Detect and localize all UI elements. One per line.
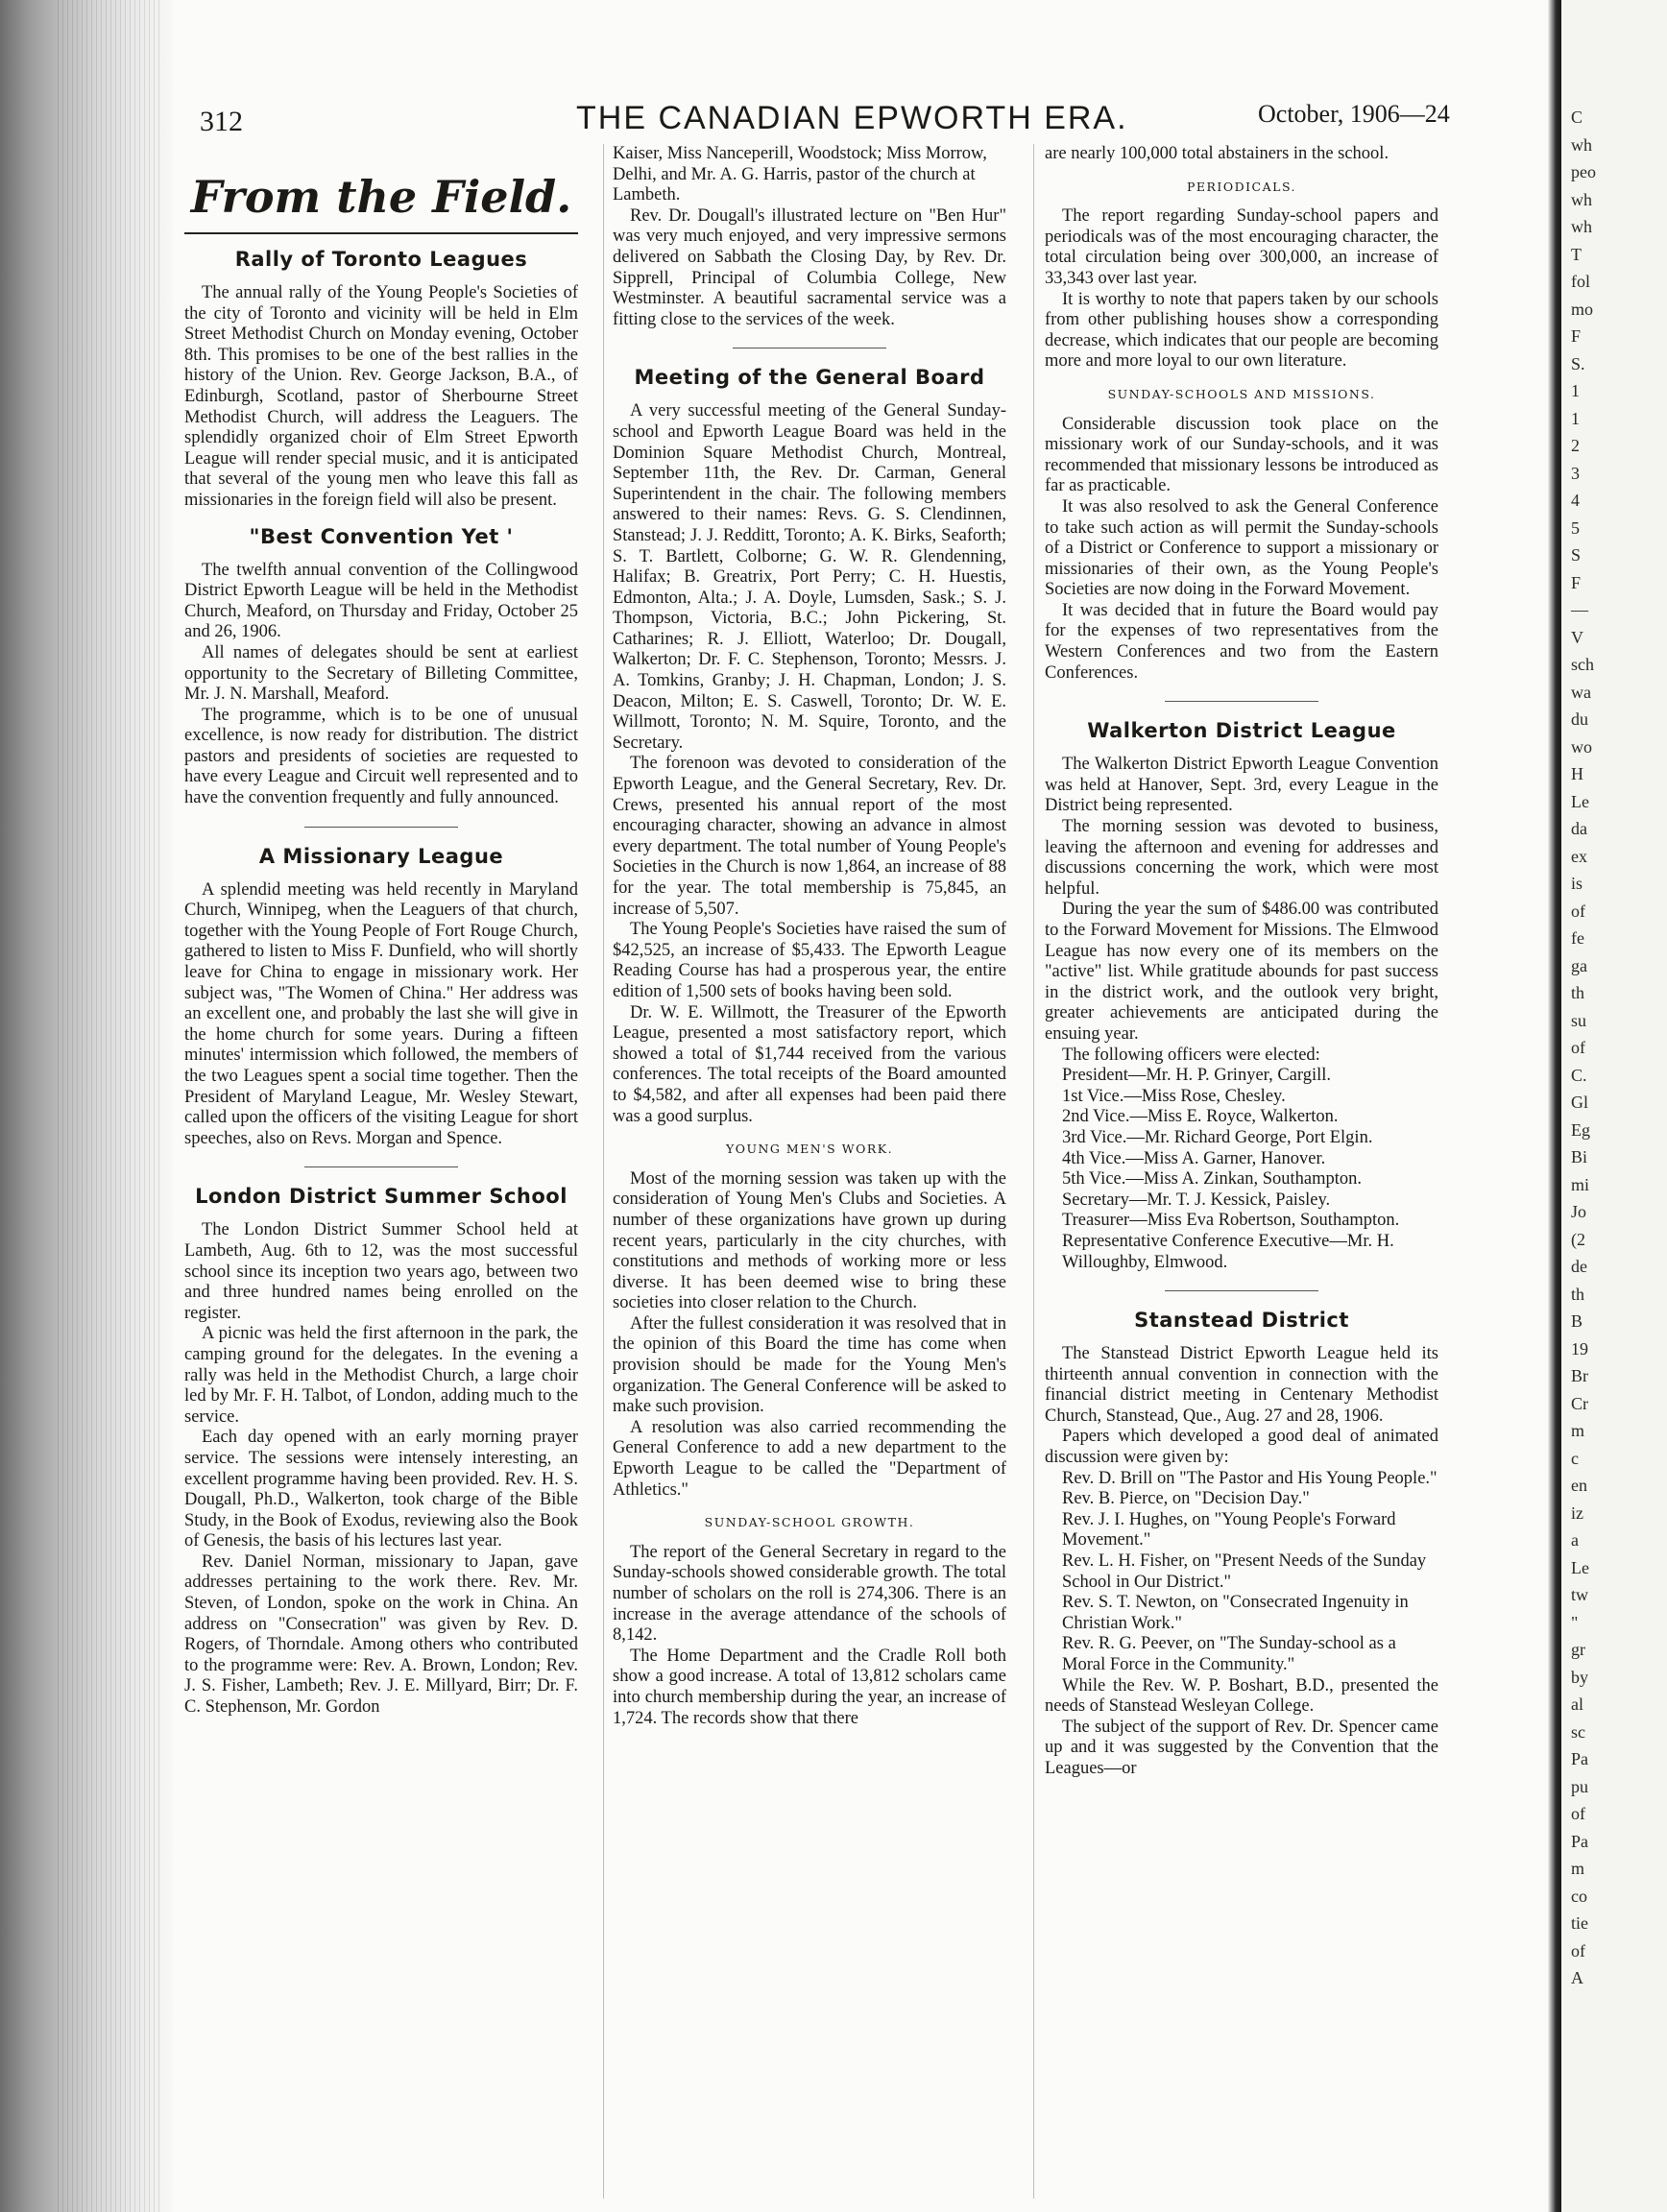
- facing-page-text-fragment: Le: [1571, 1557, 1589, 1577]
- article-paragraph: The forenoon was devoted to consideration of the Epworth League, and the General Secretary, Rev. Dr. Crews, presented his annual report of the most encouraging character, showing an advance in almost every department. The total number of Young People's Societies in the Church is now 1,864, an increase of 88 for the year. The total membership is 75,845, an increase of 5,507.: [613, 754, 1006, 919]
- facing-page-text-fragment: sch: [1571, 655, 1594, 674]
- facing-page-text-fragment: C: [1571, 108, 1583, 127]
- facing-page-text-fragment: T: [1571, 244, 1582, 264]
- facing-page-text-fragment: de: [1571, 1257, 1587, 1276]
- article-heading: Rally of Toronto Leagues: [234, 248, 528, 271]
- facing-page-text-fragment: wh: [1571, 134, 1592, 155]
- facing-page-text-fragment: —: [1571, 600, 1588, 619]
- paper-entry: Rev. S. T. Newton, on "Consecrated Ingenuity in Christian Work.": [1062, 1593, 1409, 1633]
- facing-page-text-fragment: fol: [1571, 272, 1590, 291]
- facing-page-text-fragment: peo: [1571, 162, 1596, 181]
- article-paragraph: A splendid meeting was held recently in Maryland Church, Winnipeg, when the Leaguers of that church, together with the Young People of Fort Rouge Church, gathered to listen to Miss F. Dunfield, who will shortly leave for China to engage in missionary work. Her subject was, "The Women of China." Her address was an excellent one, and probably the last she will give in the home church for some years. During a fifteen minutes' intermission which followed, the members of the two Leagues spent a social time together. Then the President of Maryland League, Mr. Wesley Stewart, called upon the officers of the visiting League for short speeches, also on Revs. Morgan and Spence.: [184, 879, 578, 1148]
- column-1: [184, 144, 578, 2189]
- journal-title: THE CANADIAN EPWORTH ERA.: [576, 100, 1128, 136]
- article-paragraph: Considerable discussion took place on the missionary work of our Sunday-schools, and it was recommended that missionary lessons be introduced as far as practicable.: [1045, 414, 1438, 496]
- facing-page-text-fragment: a: [1571, 1530, 1579, 1550]
- facing-page-text-fragment: V: [1571, 627, 1583, 647]
- subsection-title: YOUNG MEN'S WORK.: [725, 1142, 894, 1157]
- facing-page-text-fragment: da: [1571, 819, 1587, 838]
- facing-page-text-fragment: ex: [1571, 846, 1587, 866]
- facing-page-text-fragment: ga: [1571, 955, 1587, 975]
- article-paragraph: It was also resolved to ask the General Conference to take such action as will permit the Sunday-schools of a District or Conference to support a missionary or missionaries of their own, as the Young People's Societies are now doing in the Forward Movement.: [1045, 496, 1438, 600]
- article-separator: [1165, 1290, 1318, 1291]
- paper-entry: Rev. B. Pierce, on "Decision Day.": [1062, 1489, 1310, 1509]
- facing-page-text-fragment: c: [1571, 1448, 1579, 1468]
- facing-page-text-fragment: wa: [1571, 682, 1591, 702]
- article-heading: "Best Convention Yet ': [249, 524, 514, 548]
- facing-page-text-fragment: mi: [1571, 1174, 1590, 1194]
- article-paragraph: Papers which developed a good deal of animated discussion were given by:: [1045, 1427, 1438, 1468]
- article-paragraph: The Young People's Societies have raised the sum of $42,525, an increase of $5,433. The Epworth League Reading Course has had a prosperous year, the entire edition of 1,500 sets of books having been sold.: [613, 920, 1006, 1001]
- continued-text: Kaiser, Miss Nanceperill, Woodstock; Miss Morrow, Delhi, and Mr. A. G. Harris, pastor of the church at Lambeth.: [613, 144, 987, 205]
- article-separator: [1165, 701, 1318, 702]
- facing-page-text-fragment: Gl: [1571, 1093, 1588, 1112]
- article-paragraph: During the year the sum of $486.00 was contributed to the Forward Movement for Missions. The Elmwood League has now every one of its members on the "active" list. While gratitude abounds for past success in the district work, and the outlook very bright, greater achievements are anticipated during the ensuing year.: [1045, 900, 1438, 1044]
- continued-text: are nearly 100,000 total abstainers in the school.: [1045, 144, 1389, 163]
- column-3: [1045, 144, 1438, 2189]
- article-heading: Walkerton District League: [1087, 719, 1396, 743]
- article-paragraph: While the Rev. W. P. Boshart, B.D., presented the needs of Stanstead Wesleyan College.: [1045, 1675, 1438, 1717]
- article-heading: Meeting of the General Board: [634, 366, 985, 390]
- facing-page-text-fragment: of: [1571, 901, 1585, 921]
- article-paragraph: A resolution was also carried recommending the General Conference to add a new department to the Epworth League to be called the "Department of Athletics.": [613, 1417, 1006, 1500]
- facing-page-text-fragment: S.: [1571, 353, 1585, 373]
- facing-page-text-fragment: 2: [1571, 436, 1580, 455]
- issue-date: October, 1906—24: [1258, 100, 1450, 128]
- banner-rule: [184, 232, 578, 234]
- facing-page-fragment: [1561, 0, 1667, 2212]
- continued-text: Rev. Dr. Dougall's illustrated lecture on "Ben Hur" was very much enjoyed, and very impressive sermons delivered on Sabbath the Closing Day, by Rev. Dr. Sipprell, Principal of Columbia College, New Westminster. A beautiful sacramental service was a fitting close to the services of the week.: [613, 205, 1006, 329]
- facing-page-text-fragment: by: [1571, 1667, 1588, 1687]
- article-paragraph: The subject of the support of Rev. Dr. Spencer came up and it was suggested by the Convention that the Leagues—or: [1045, 1717, 1438, 1778]
- facing-page-text-fragment: Pa: [1571, 1831, 1588, 1851]
- facing-page-text-fragment: 3: [1571, 463, 1580, 483]
- facing-page-text-fragment: fe: [1571, 928, 1584, 948]
- facing-page-text-fragment: H: [1571, 764, 1583, 783]
- facing-page-text-fragment: 4: [1571, 491, 1580, 510]
- article-heading: Stanstead District: [1134, 1309, 1349, 1333]
- facing-page-text-fragment: Pa: [1571, 1749, 1588, 1768]
- page-number: 312: [200, 106, 243, 137]
- article-heading: A Missionary League: [258, 844, 504, 868]
- facing-page-text-fragment: of: [1571, 1038, 1585, 1057]
- facing-page-text-fragment: S: [1571, 545, 1582, 565]
- facing-page-text-fragment: C.: [1571, 1065, 1587, 1085]
- facing-page-text-fragment: pu: [1571, 1776, 1588, 1796]
- article-paragraph: Dr. W. E. Willmott, the Treasurer of the Epworth League, presented a most satisfactory report, which showed a total of $1,744 received from the various conferences. The total receipts of the Board amounted to $4,582, and after all expenses had been paid there was a good surplus.: [613, 1002, 1006, 1126]
- officer-entry: 5th Vice.—Miss A. Zinkan, Southampton.: [1062, 1169, 1363, 1190]
- paper-entry: Rev. R. G. Peever, on "The Sunday-school as a Moral Force in the Community.": [1062, 1634, 1396, 1674]
- paper-entry: Rev. L. H. Fisher, on "Present Needs of the Sunday School in Our District.": [1062, 1551, 1427, 1592]
- article-paragraph: Each day opened with an early morning prayer service. The sessions were intensely interesting, an excellent programme having been provided. Rev. H. S. Dougall, Ph.D., Walkerton, took charge of the Bible Study, in the Book of Exodus, reviewing also the Book of Genesis, the basis of his lectures last year.: [184, 1428, 578, 1551]
- facing-page-text-fragment: 1: [1571, 408, 1580, 428]
- article-heading: London District Summer School: [195, 1185, 568, 1209]
- facing-page-text-fragment: du: [1571, 709, 1588, 729]
- officers-intro: The following officers were elected:: [1062, 1045, 1320, 1065]
- facing-page-text-fragment: Br: [1571, 1366, 1588, 1385]
- facing-page-text-fragment: th: [1571, 1284, 1585, 1304]
- facing-page-text-fragment: Le: [1571, 791, 1589, 811]
- facing-page-text-fragment: 19: [1571, 1338, 1588, 1358]
- facing-page-text-fragment: 1: [1571, 381, 1580, 400]
- facing-page-text-fragment: Eg: [1571, 1119, 1590, 1140]
- facing-page-text-fragment: iz: [1571, 1503, 1583, 1523]
- article-paragraph: After the fullest consideration it was resolved that in the opinion of this Board the time has come when provision should be made for the Young Men's organization. The General Conference will be asked to make such provision.: [613, 1313, 1006, 1417]
- facing-page-text-fragment: wh: [1571, 189, 1592, 209]
- column-rule: [1033, 144, 1034, 2199]
- article-paragraph: The morning session was devoted to business, leaving the afternoon and evening for addresses and discussions concerning the work, which were most helpful.: [1045, 817, 1438, 899]
- officer-entry: 3rd Vice.—Mr. Richard George, Port Elgin.: [1062, 1127, 1373, 1147]
- paper-entry: Rev. J. I. Hughes, on "Young People's Forward Movement.": [1062, 1509, 1396, 1551]
- article-paragraph: A very successful meeting of the General Sunday-school and Epworth League Board was held in the Dominion Square Methodist Church, Montreal, September 11th, the Rev. Dr. Carman, General Superintendent in the chair. The following members answered to their names: Revs. G. S. Clendinnen, Stanstead; J. J. Redditt, Toronto; A. K. Birks, Seaforth; S. T. Bartlett, Colborne; G. W. R. Glendenning, Halifax; B. Greatrix, Port Perry; C. H. Huestis, Edmonton, Alta.; J. A. Doyle, Lumsden, Sask.; S. J. Thompson, Victoria, B.C.; John Pickering, St. Catharines; R. J. Elliott, Waterloo; Dr. Dougall, Walkerton; Dr. F. C. Stephenson, Toronto; Messrs. J. A. Tomkins, Granby; J. H. Chapman, London; J. S. Deacon, Milton; E. S. Caswell, Toronto; Dr. W. E. Willmott, Toronto; N. M. Squire, Toronto, and the Secretary.: [613, 401, 1006, 753]
- facing-page-text-fragment: th: [1571, 983, 1585, 1002]
- subsection-title: SUNDAY-SCHOOL GROWTH.: [704, 1515, 915, 1530]
- officer-entry: Secretary—Mr. T. J. Kessick, Paisley.: [1062, 1190, 1331, 1210]
- facing-page-text-fragment: ": [1571, 1612, 1579, 1632]
- facing-page-text-fragment: wo: [1571, 736, 1592, 757]
- article-paragraph: A picnic was held the first afternoon in the park, the camping ground for the delegates. In the evening a rally was held in the Methodist Church, a large choir led by Mr. F. H. Talbot, of London, adding much to the service.: [184, 1324, 578, 1427]
- article-paragraph: Most of the morning session was taken up with the consideration of Young Men's Clubs and Societies. A number of these organizations have grown up during recent years, particularly in the city churches, with constitutions and methods of working more or less diverse. It has been deemed wise to bring these societies into closer relation to the Church.: [613, 1168, 1006, 1313]
- article-paragraph: The report of the General Secretary in regard to the Sunday-schools showed considerable growth. The total number of scholars on the roll is 274,306. There is an increase in the average attendance of the schools of 8,142.: [613, 1542, 1006, 1646]
- article-paragraph: The programme, which is to be one of unusual excellence, is now ready for distribution. The district pastors and presidents of societies are requested to have every League and Circuit well represented and to have the convention frequently and fully announced.: [184, 705, 578, 808]
- article-separator: [733, 348, 886, 349]
- running-header: [192, 96, 1546, 144]
- facing-page-text-fragment: of: [1571, 1804, 1585, 1823]
- facing-page-text-fragment: mo: [1571, 299, 1594, 319]
- facing-page-text-fragment: tw: [1571, 1585, 1588, 1604]
- officer-entry: Treasurer—Miss Eva Robertson, Southampton.: [1062, 1211, 1400, 1231]
- facing-page-text-fragment: al: [1571, 1695, 1583, 1714]
- facing-page-text-fragment: gr: [1571, 1640, 1585, 1659]
- facing-page-text-fragment: of: [1571, 1940, 1585, 1960]
- facing-page-text-fragment: co: [1571, 1886, 1587, 1906]
- facing-page-text-fragment: Cr: [1571, 1393, 1588, 1413]
- facing-page-text-fragment: B: [1571, 1311, 1583, 1331]
- article-paragraph: It is worthy to note that papers taken by our schools from other publishing houses show a corresponding decrease, which indicates that our people are becoming more and more loyal to our own literature.: [1045, 289, 1438, 372]
- officer-entry: Representative Conference Executive—Mr. H. Willoughby, Elmwood.: [1062, 1231, 1394, 1272]
- article-paragraph: The annual rally of the Young People's Societies of the city of Toronto and vicinity will be held in Elm Street Methodist Church on Monday evening, October 8th. This promises to be one of the best rallies in the history of the Union. Rev. George Jackson, B.A., of Edinburgh, Scotland, pastor of Sherbourne Street Methodist Church, will address the Leaguers. The splendidly organized choir of Elm Street Epworth League will render special music, and it is anticipated that several of the young men who leave this fall as missionaries in the foreign field will also be present.: [184, 283, 578, 510]
- facing-page-text-fragment: su: [1571, 1010, 1587, 1030]
- article-paragraph: The Walkerton District Epworth League Convention was held at Hanover, Sept. 3rd, every League in the District being represented.: [1045, 755, 1438, 816]
- facing-page-text-fragment: F: [1571, 572, 1582, 592]
- facing-page-text-fragment: wh: [1571, 217, 1592, 236]
- article-paragraph: It was decided that in future the Board would pay for the expenses of two representatives from the Western Conferences and two from the Eastern Conferences.: [1045, 600, 1438, 683]
- facing-page-text-fragment: 5: [1571, 517, 1580, 538]
- article-paragraph: The Home Department and the Cradle Roll both show a good increase. A total of 13,812 scholars came into church membership during the year, an increase of 1,724. The records show that there: [613, 1646, 1006, 1728]
- article-paragraph: The report regarding Sunday-school papers and periodicals was of the most encouraging character, the total circulation being over 300,000, an increase of 33,343 over last year.: [1045, 206, 1438, 288]
- article-separator: [304, 1166, 458, 1167]
- paper-entry: Rev. D. Brill on "The Pastor and His Young People.": [1062, 1468, 1437, 1488]
- facing-page-text-fragment: en: [1571, 1476, 1587, 1495]
- article-paragraph: The Stanstead District Epworth League held its thirteenth annual convention in connection with the financial district meeting in Centenary Methodist Church, Stanstead, Que., Aug. 27 and 28, 1906.: [1045, 1344, 1438, 1426]
- section-title: From the Field.: [190, 171, 572, 223]
- article-paragraph: The London District Summer School held at Lambeth, Aug. 6th to 12, was the most successful school since its inception two years ago, between two and three hundred names being enrolled on the register.: [184, 1220, 578, 1323]
- officer-entry: 2nd Vice.—Miss E. Royce, Walkerton.: [1062, 1107, 1339, 1127]
- officer-entry: President—Mr. H. P. Grinyer, Cargill.: [1062, 1066, 1332, 1086]
- facing-page-text-fragment: tie: [1571, 1913, 1588, 1933]
- page-edges: [58, 0, 163, 2212]
- article-paragraph: The twelfth annual convention of the Collingwood District Epworth League will be held in the Methodist Church, Meaford, on Thursday and Friday, October 25 and 26, 1906.: [184, 560, 578, 642]
- facing-page-text-fragment: Bi: [1571, 1147, 1588, 1166]
- facing-page-text-fragment: m: [1571, 1859, 1585, 1878]
- binding-shadow: [1548, 0, 1561, 2212]
- officer-entry: 4th Vice.—Miss A. Garner, Hanover.: [1062, 1148, 1326, 1168]
- facing-page-text-fragment: F: [1571, 326, 1582, 346]
- subsection-title: PERIODICALS.: [1186, 179, 1297, 194]
- column-rule: [603, 144, 604, 2199]
- facing-page-text-fragment: Jo: [1571, 1202, 1587, 1221]
- facing-page-text-fragment: sc: [1571, 1721, 1585, 1742]
- column-2: [613, 144, 1006, 2189]
- article-paragraph: Rev. Daniel Norman, missionary to Japan, gave addresses pertaining to the work there. Rev. Mr. Steven, of London, spoke on the work in China. An address on "Consecration" was given by Rev. D. Rogers, of Thorndale. Among others who contributed to the programme were: Rev. A. Brown, London; Rev. J. S. Fisher, Lambeth; Rev. J. E. Millyard, Birr; Dr. F. C. Stephenson, Mr. Gordon: [184, 1551, 578, 1718]
- facing-page-text-fragment: A: [1571, 1968, 1583, 1987]
- article-separator: [304, 827, 458, 828]
- facing-page-text-fragment: (2: [1571, 1229, 1585, 1249]
- article-paragraph: All names of delegates should be sent at earliest opportunity to the Secretary of Billeting Committee, Mr. J. N. Marshall, Meaford.: [184, 642, 578, 705]
- facing-page-text-fragment: is: [1571, 874, 1583, 893]
- subsection-title: SUNDAY-SCHOOLS AND MISSIONS.: [1107, 386, 1376, 401]
- officer-entry: 1st Vice.—Miss Rose, Chesley.: [1062, 1086, 1286, 1106]
- facing-page-text-fragment: m: [1571, 1421, 1585, 1440]
